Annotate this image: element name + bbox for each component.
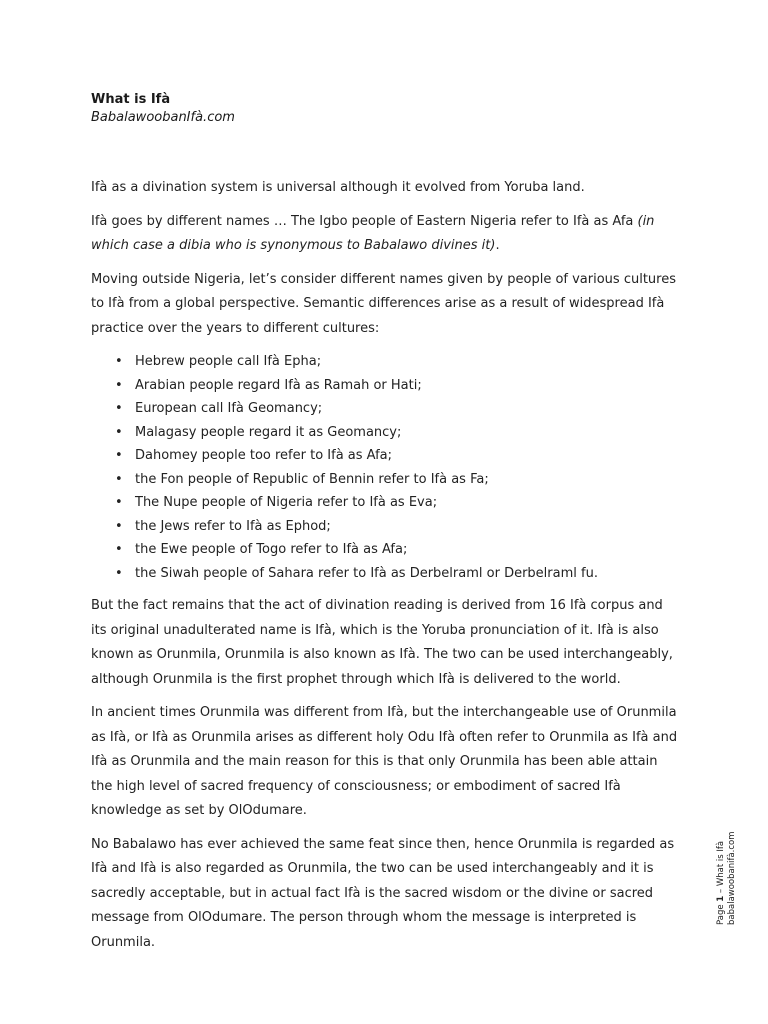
- bullet-icon: •: [115, 495, 123, 510]
- list-item: [115, 515, 681, 539]
- footer-page-prefix: Page: [716, 901, 726, 925]
- bullet-icon: •: [115, 401, 123, 416]
- list-item-text: Arabian people regard Ifà as Ramah or Hati;: [135, 377, 422, 393]
- paragraph-4: But the fact remains that the act of divination reading is derived from 16 Ifà corpus and its original unadulterated name is Ifà, which is the Yoruba pronunciation of it. Ifà is also known as Orunmila, Orunmila is also known as Ifà. The two can be used interchangeably, although Orunmila is the first prophet through which Ifà is delivered to the world.: [91, 598, 673, 687]
- list-item: [115, 562, 681, 586]
- footer-page-number: 1: [716, 895, 726, 902]
- bullet-icon: •: [115, 424, 123, 440]
- bullet-icon: •: [115, 448, 123, 463]
- bullet-icon: •: [115, 354, 123, 369]
- paragraph-5: In ancient times Orunmila was different from Ifà, but the interchangeable use of Orunmila as Ifà, or Ifà as Orunmila arises as different holy Odu Ifà often refer to Orunmila as Ifà and Ifà as Orunmila and the main reason for this is that only Orunmila has been able attain the high level of sacred frequency of consciousness; or embodiment of sacred Ifà knowledge as set by OlOdumare.: [91, 705, 678, 818]
- list-item: [115, 444, 681, 468]
- list-item-text: the Siwah people of Sahara refer to Ifà as Derbelraml or Derbelraml fu.: [135, 565, 598, 581]
- document-body: [91, 176, 681, 964]
- paragraph-2: [91, 210, 681, 259]
- document-title: What is Ifà: [91, 92, 171, 107]
- bullet-icon: •: [115, 565, 123, 581]
- list-item-text: European call Ifà Geomancy;: [135, 401, 323, 416]
- list-item-text: Dahomey people too refer to Ifà as Afa;: [135, 448, 393, 463]
- list-item: [115, 421, 681, 445]
- paragraph-6: No Babalawo has ever achieved the same feat since then, hence Orunmila is regarded as Ifà and Ifà is also regarded as Orunmila, the two can be used interchangeably and it is sacredly acceptable, but in actual fact Ifà is the sacred wisdom or the divine or sacred message from OlOdumare. The person through whom the message is interpreted is Orunmila.: [91, 836, 675, 950]
- bullet-icon: •: [115, 377, 123, 393]
- list-item: [115, 491, 681, 515]
- list-item-text: The Nupe people of Nigeria refer to Ifà as Eva;: [135, 495, 438, 510]
- list-item: [115, 350, 681, 374]
- list-item-text: Malagasy people regard it as Geomancy;: [135, 424, 402, 440]
- footer-page-suffix: – What is Ifà: [716, 840, 726, 896]
- footer-site: babalawoobanifà.com: [727, 831, 737, 925]
- list-item-text: the Ewe people of Togo refer to Ifà as Afa;: [135, 542, 408, 557]
- paragraph-2-end: .: [495, 238, 500, 253]
- list-item-text: the Jews refer to Ifà as Ephod;: [135, 518, 331, 534]
- paragraph-2-italic: (in which case a dibia who is synonymous to Babalawo divines it): [91, 213, 655, 253]
- list-item: [115, 538, 681, 562]
- page-footer: [716, 831, 738, 925]
- footer-page-line: [716, 831, 727, 925]
- list-item-text: Hebrew people call Ifà Epha;: [135, 354, 322, 369]
- bullet-icon: •: [115, 542, 123, 557]
- bullet-icon: •: [115, 518, 123, 534]
- document-subtitle: BabalawoobanIfà.com: [91, 110, 235, 125]
- names-list: [91, 350, 681, 585]
- list-item-text: the Fon people of Republic of Bennin refer to Ifà as Fa;: [135, 471, 489, 487]
- list-item: [115, 468, 681, 492]
- paragraph-1: Ifà as a divination system is universal although it evolved from Yoruba land.: [91, 180, 585, 195]
- paragraph-2-text: Ifà goes by different names … The Igbo people of Eastern Nigeria refer to Ifà as Afa: [91, 213, 638, 229]
- paragraph-3: Moving outside Nigeria, let’s consider different names given by people of various cultures to Ifà from a global perspective. Semantic differences arise as a result of widespread Ifà practice over the years to different cultures:: [91, 271, 676, 336]
- list-item: [115, 397, 681, 421]
- list-item: [115, 374, 681, 398]
- bullet-icon: •: [115, 471, 123, 487]
